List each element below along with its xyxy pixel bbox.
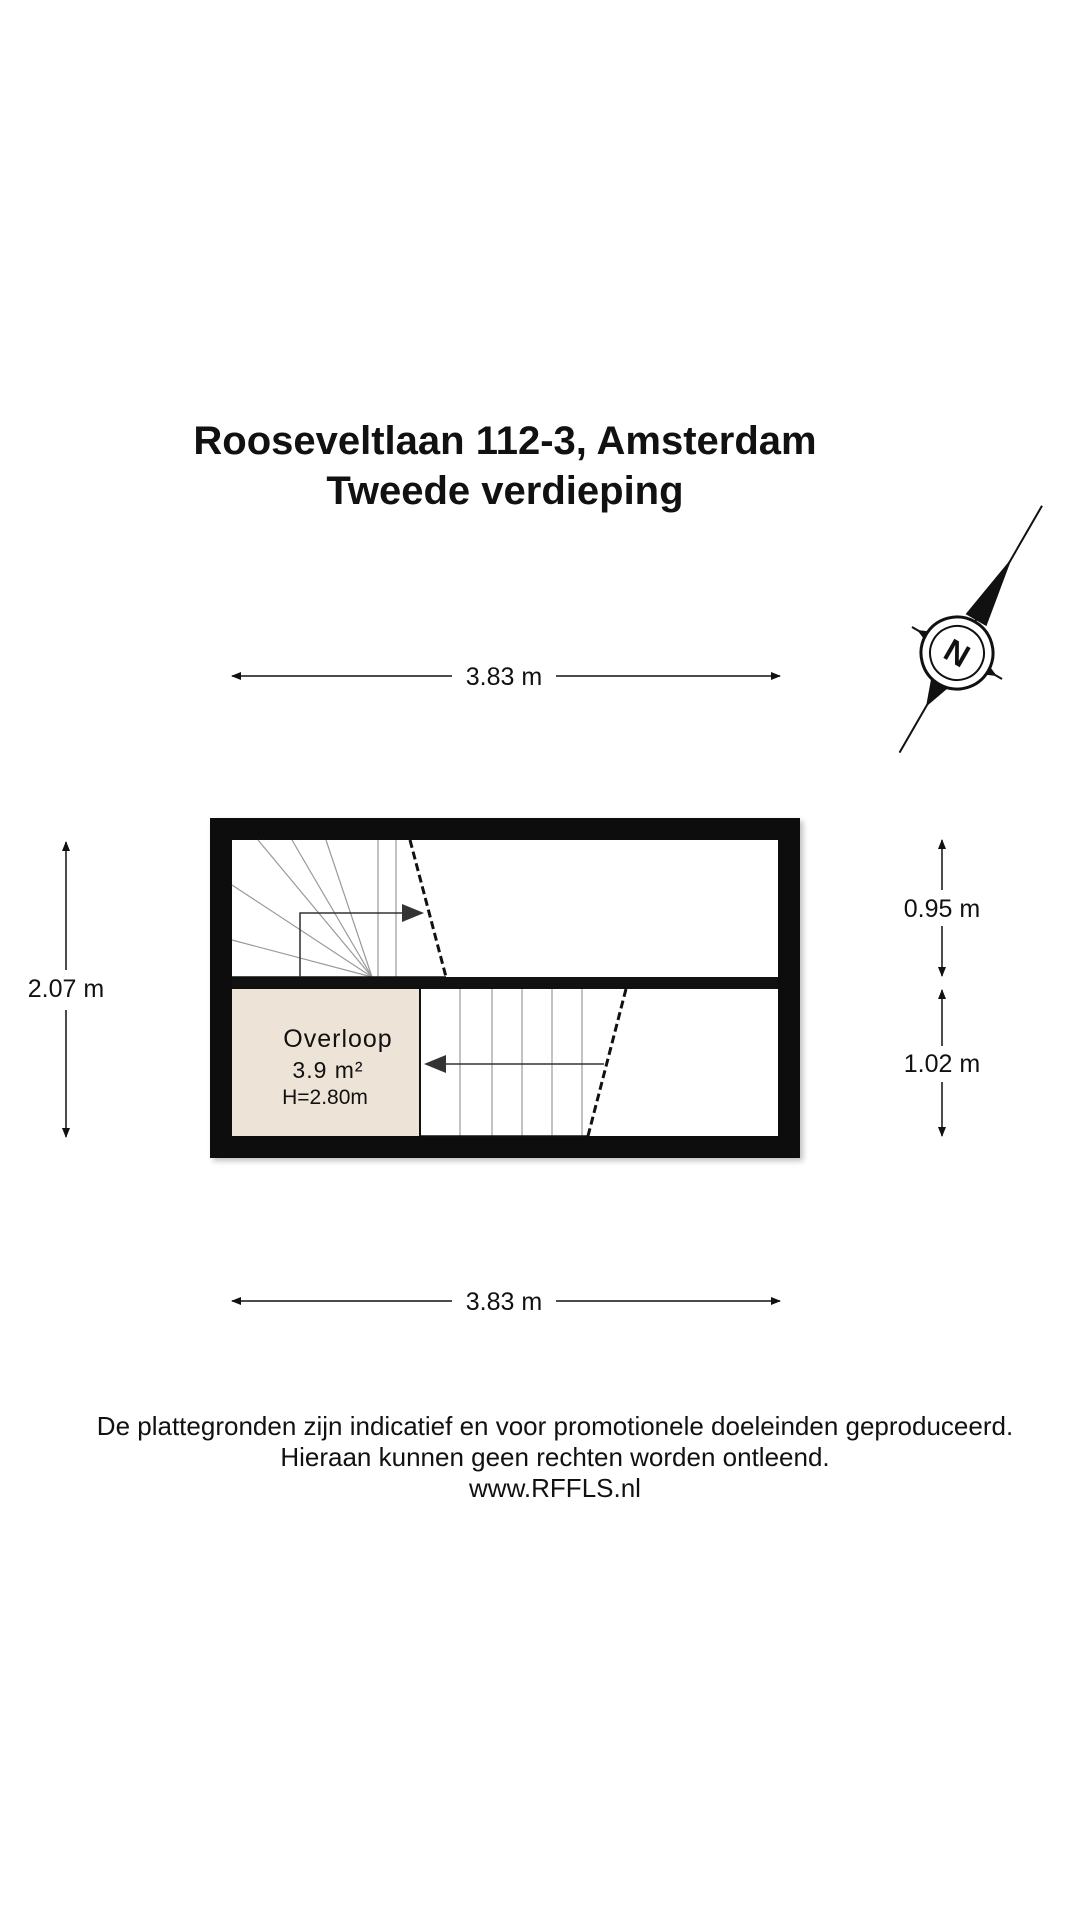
dimension-bottom (232, 1288, 780, 1316)
dimension-left (28, 842, 104, 1137)
room-name: Overloop (283, 1025, 393, 1053)
dimension-right-upper-label: 0.95 m (903, 895, 981, 923)
website-link[interactable]: www.RFFLS.nl (469, 1473, 641, 1503)
dimension-top-label: 3.83 m (465, 663, 543, 691)
room-height: H=2.80m (282, 1086, 368, 1109)
dimension-top (232, 663, 780, 691)
dimension-right-lower (904, 990, 980, 1136)
compass-icon (854, 480, 1080, 779)
room-area: 3.9 m² (292, 1057, 364, 1083)
floor-title: Tweede verdieping (326, 469, 684, 513)
disclaimer-line-1: De plattegronden zijn indicatief en voor promotionele doeleinden geproduceerd. (96, 1411, 1014, 1441)
dimension-right-lower-label: 1.02 m (903, 1050, 981, 1078)
dimension-bottom-label: 3.83 m (465, 1288, 543, 1316)
compass-label: N (937, 631, 977, 675)
dimension-left-label: 2.07 m (27, 975, 105, 1003)
dimension-right-upper (904, 840, 980, 976)
middle-wall (232, 977, 778, 989)
address-title: Rooseveltlaan 112-3, Amsterdam (193, 419, 817, 463)
disclaimer-line-2: Hieraan kunnen geen rechten worden ontleend. (280, 1442, 830, 1472)
floorplan (210, 818, 800, 1158)
